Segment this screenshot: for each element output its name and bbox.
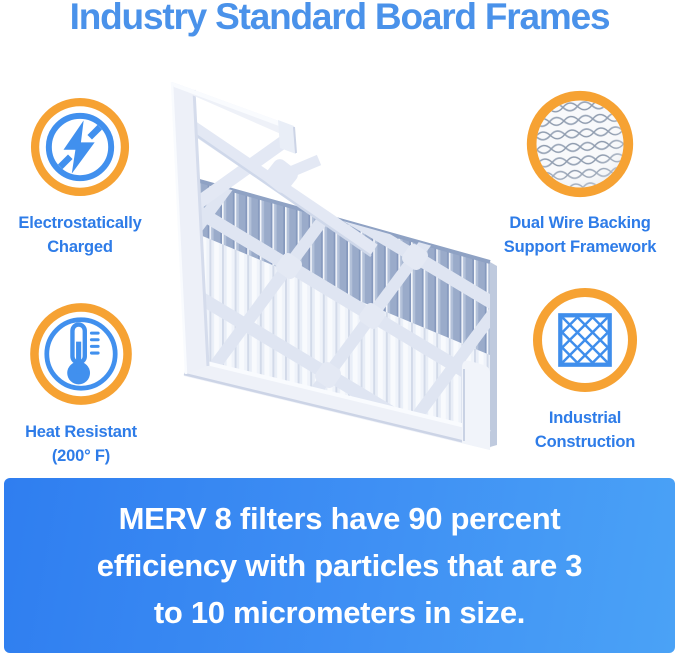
feature-label-line: Dual Wire Backing — [509, 214, 651, 232]
feature-label-line: Industrial — [548, 409, 622, 427]
thermometer-icon — [24, 297, 138, 411]
feature-dual-wire-backing — [499, 86, 661, 260]
banner-text-line: to 10 micrometers in size. — [153, 595, 526, 630]
feature-label — [535, 407, 635, 455]
merv-info-banner — [4, 478, 675, 653]
feature-electrostatically-charged — [7, 92, 153, 260]
feature-label-line: Electrostatically — [18, 214, 142, 232]
feature-label-line: Heat Resistant — [25, 423, 137, 441]
feature-heat-resistant — [8, 297, 154, 469]
feature-label-line: (200° F) — [51, 446, 111, 465]
product-filter-image — [159, 68, 504, 473]
banner-text-line: efficiency with particles that are 3 — [96, 548, 583, 583]
banner-text-line: MERV 8 filters have 90 percent — [118, 501, 561, 536]
diamond-lattice-icon — [528, 283, 642, 397]
feature-label-line: Charged — [47, 237, 113, 256]
feature-label-line: Construction — [534, 432, 636, 451]
feature-industrial-construction — [504, 283, 666, 455]
page-title: Industry Standard Board Frames — [69, 0, 610, 37]
feature-label-line: Support Framework — [503, 237, 657, 256]
wire-mesh-icon — [522, 86, 638, 202]
feature-label — [504, 212, 656, 260]
feature-label — [18, 212, 141, 260]
lightning-bolt-circle-icon — [25, 92, 135, 202]
feature-label — [25, 421, 137, 469]
